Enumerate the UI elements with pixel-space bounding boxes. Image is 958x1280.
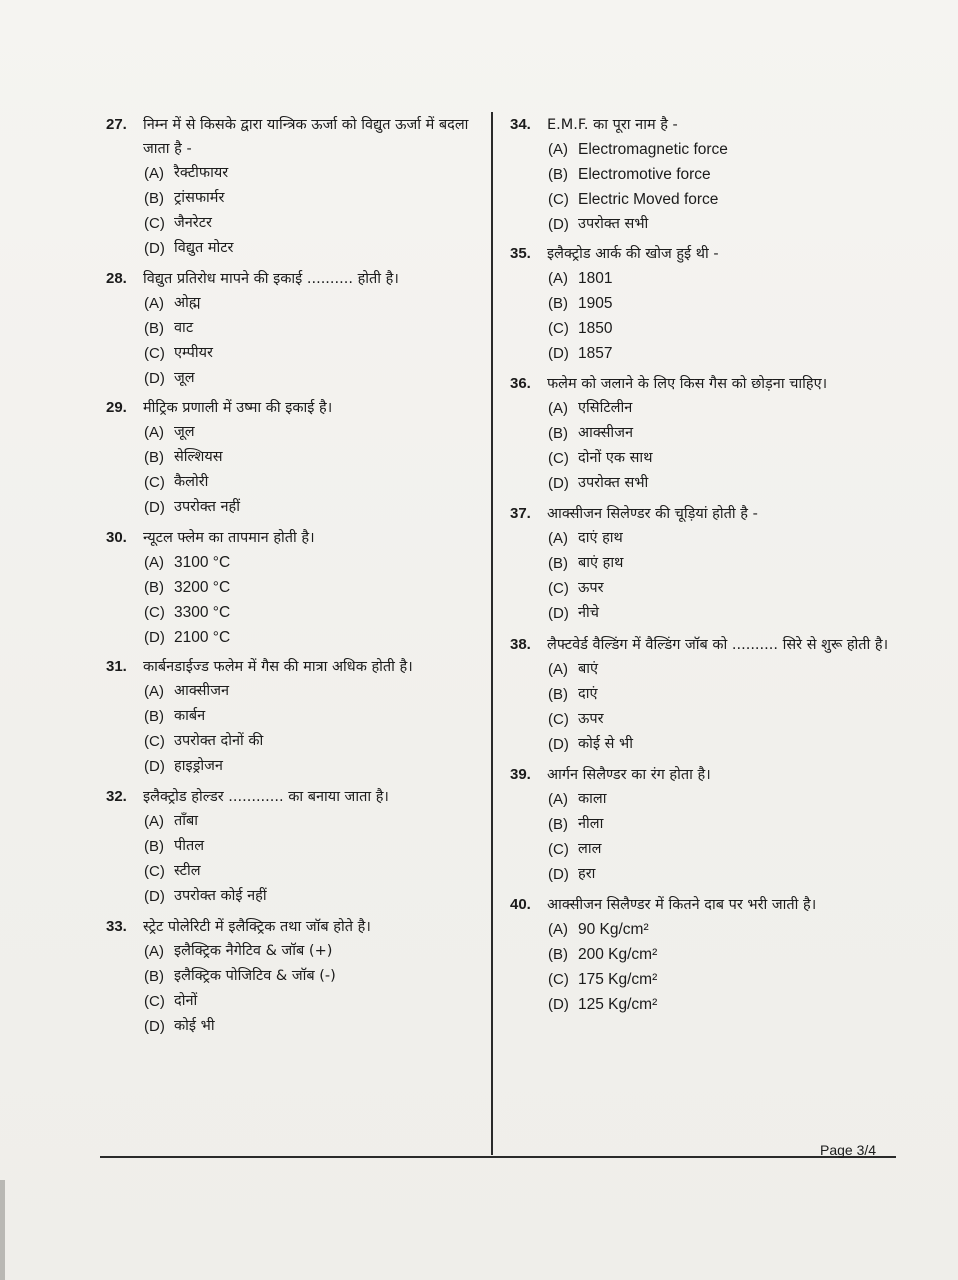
question-text: फलेम को जलाने के लिए किस गैस को छोड़ना चाहिए। [547,376,828,392]
question-39 [510,763,900,887]
question-text: न्यूटल फ्लेम का तापमान होती है। [143,530,315,546]
question-number: 39. [510,766,531,783]
option-text: Electric Moved force [578,191,719,208]
option-label: (C) [548,971,569,988]
question-number: 32. [106,788,127,805]
option-label: (B) [144,320,164,337]
option-c [144,470,486,495]
option-text: 3200 °C [174,579,231,596]
option-c [144,341,486,366]
question-number: 40. [510,896,531,913]
option-text: दाएं हाथ [578,530,623,546]
option-text: कोई भी [174,1018,215,1034]
option-b [548,942,900,967]
option-label: (C) [548,320,569,337]
option-label: (D) [144,888,165,905]
question-number: 38. [510,636,531,653]
question-40 [510,893,900,1017]
question-number: 28. [106,270,127,287]
question-28 [106,267,486,391]
option-text: विद्युत मोटर [174,240,234,256]
option-d [548,732,900,757]
option-b [548,812,900,837]
option-text: 1857 [578,345,613,362]
question-text: मीट्रिक प्रणाली में उष्मा की इकाई है। [143,400,333,416]
option-label: (B) [548,686,568,703]
options-list [510,787,900,887]
footer-rule [100,1156,896,1158]
question-row [510,372,900,396]
question-row [106,526,486,550]
option-label: (A) [548,791,568,808]
option-text: नीला [578,816,604,832]
option-text: रैक्टीफायर [174,165,229,181]
option-label: (B) [548,425,568,442]
option-c [548,576,900,601]
question-text: आक्सीजन सिलैण्डर में कितने दाब पर भरी जाती है। [547,897,817,913]
option-label: (A) [144,295,164,312]
option-b [144,186,486,211]
question-text: इलैक्ट्रोड होल्डर ............ का बनाया जाता है। [143,789,389,805]
option-text: Electromotive force [578,166,711,183]
question-30 [106,526,486,650]
question-text: लैफ्टवेर्ड वैल्डिंग में वैल्डिंग जॉब को .......... सिरे से शुरू होती है। [547,637,889,653]
option-b [144,834,486,859]
option-text: 1801 [578,270,613,287]
option-label: (C) [548,191,569,208]
question-text: इलैक्ट्रोड आर्क की खोज हुई थी - [547,246,719,262]
question-row [510,763,900,787]
option-d [548,471,900,496]
question-text: आर्गन सिलैण्डर का रंग होता है। [547,767,711,783]
question-row [510,893,900,917]
option-label: (D) [548,605,569,622]
option-a [144,679,486,704]
option-text: बाएं [578,661,599,677]
option-text: कैलोरी [174,474,209,490]
option-label: (C) [144,215,165,232]
question-38 [510,633,900,757]
question-number: 34. [510,116,531,133]
option-label: (B) [548,816,568,833]
question-row [106,267,486,291]
option-label: (A) [548,400,568,417]
option-c [548,837,900,862]
option-b [144,964,486,989]
option-text: नीचे [578,605,600,621]
question-text: विद्युत प्रतिरोध मापने की इकाई .......... होती है। [143,271,399,287]
option-text: 1850 [578,320,613,337]
option-b [548,551,900,576]
option-text: 200 Kg/cm² [578,946,658,963]
option-text: सेल्शियस [174,449,223,465]
option-label: (D) [144,240,165,257]
question-number: 30. [106,529,127,546]
option-label: (A) [144,424,164,441]
option-d [548,212,900,237]
option-text: आक्सीजन [174,683,229,699]
option-label: (C) [548,450,569,467]
option-d [144,884,486,909]
option-text: ओह्म [174,295,201,311]
option-text: Electromagnetic force [578,141,728,158]
right-column [510,113,900,1017]
question-row [510,113,900,137]
question-row [510,242,900,266]
option-label: (A) [548,530,568,547]
option-label: (A) [548,661,568,678]
option-text: 1905 [578,295,613,312]
option-d [144,754,486,779]
question-row [106,785,486,809]
option-label: (D) [144,499,165,516]
question-row [106,655,486,679]
option-label: (D) [144,629,165,646]
option-label: (A) [144,683,164,700]
option-label: (B) [548,166,568,183]
option-label: (A) [144,943,164,960]
option-label: (A) [548,921,568,938]
option-a [548,917,900,942]
option-c [548,446,900,471]
question-32 [106,785,486,909]
option-text: कोई से भी [578,736,633,752]
option-text: 2100 °C [174,629,231,646]
options-list [106,161,486,261]
option-a [144,939,486,964]
option-label: (D) [548,475,569,492]
column-divider [491,112,493,1155]
question-row [510,502,900,526]
question-row [106,113,486,161]
option-text: हरा [578,866,596,882]
option-text: 175 Kg/cm² [578,971,658,988]
option-d [548,862,900,887]
option-a [548,396,900,421]
option-text: 125 Kg/cm² [578,996,658,1013]
option-label: (B) [548,555,568,572]
option-text: ताँबा [174,813,199,829]
option-label: (D) [548,996,569,1013]
options-list [510,137,900,237]
option-label: (C) [144,863,165,880]
option-text: उपरोक्त सभी [578,216,649,232]
question-row [510,633,900,657]
option-d [144,625,486,650]
option-text: पीतल [174,838,205,854]
left-column [106,113,486,1039]
option-c [144,211,486,236]
question-31 [106,655,486,779]
option-label: (D) [144,758,165,775]
option-text: उपरोक्त दोनों की [174,733,264,749]
option-label: (D) [548,866,569,883]
option-text: दोनों एक साथ [578,450,653,466]
question-29 [106,396,486,520]
option-d [144,236,486,261]
options-list [510,266,900,366]
option-b [144,316,486,341]
option-label: (B) [144,968,164,985]
option-d [548,601,900,626]
option-d [144,495,486,520]
option-label: (B) [144,579,164,596]
option-d [144,1014,486,1039]
question-number: 36. [510,375,531,392]
options-list [106,550,486,650]
scan-edge [0,1180,5,1280]
option-label: (A) [548,270,568,287]
option-d [548,341,900,366]
option-c [144,859,486,884]
option-label: (B) [144,449,164,466]
question-number: 33. [106,918,127,935]
option-label: (C) [144,345,165,362]
option-label: (C) [548,711,569,728]
option-label: (A) [144,165,164,182]
option-label: (A) [144,554,164,571]
options-list [106,679,486,779]
question-36 [510,372,900,496]
option-text: उपरोक्त कोई नहीं [174,888,267,904]
option-a [144,291,486,316]
option-text: जूल [174,370,195,386]
question-number: 27. [106,116,127,133]
option-b [548,291,900,316]
options-list [106,420,486,520]
option-text: एसिटिलीन [578,400,633,416]
options-list [106,939,486,1039]
question-text: आक्सीजन सिलेण्डर की चूड़ियां होती है - [547,506,758,522]
question-gap [510,626,900,633]
option-text: स्टील [174,863,201,879]
options-list [510,396,900,496]
option-text: 3100 °C [174,554,231,571]
option-a [548,266,900,291]
question-row [106,396,486,420]
option-label: (B) [144,190,164,207]
option-text: एम्पीयर [174,345,213,361]
question-number: 37. [510,505,531,522]
question-number: 35. [510,245,531,262]
options-list [510,917,900,1017]
option-text: वाट [174,320,194,336]
option-text: काला [578,791,607,807]
question-text: निम्न में से किसके द्वारा यान्त्रिक ऊर्जा को विद्युत ऊर्जा में बदला जाता है - [143,117,469,157]
option-d [144,366,486,391]
question-35 [510,242,900,366]
options-list [510,526,900,626]
option-b [548,162,900,187]
option-text: ऊपर [578,580,604,596]
question-34 [510,113,900,237]
option-text: 90 Kg/cm² [578,921,649,938]
question-27 [106,113,486,261]
option-text: कार्बन [174,708,206,724]
question-number: 31. [106,658,127,675]
option-text: इलैक्ट्रिक नैगेटिव & जॉब (+) [174,943,333,959]
question-row [106,915,486,939]
option-label: (D) [548,736,569,753]
option-label: (C) [548,841,569,858]
option-c [144,600,486,625]
option-a [548,137,900,162]
option-text: ट्रांसफार्मर [174,190,225,206]
option-b [144,575,486,600]
option-c [144,729,486,754]
option-text: इलैक्ट्रिक पोजिटिव & जॉब (-) [174,968,336,984]
option-a [548,657,900,682]
option-label: (D) [144,370,165,387]
option-a [548,526,900,551]
option-label: (D) [548,216,569,233]
question-37 [510,502,900,626]
option-d [548,992,900,1017]
question-number: 29. [106,399,127,416]
options-list [106,809,486,909]
question-33 [106,915,486,1039]
option-a [144,550,486,575]
option-c [144,989,486,1014]
option-text: जैनरेटर [174,215,212,231]
option-label: (B) [548,946,568,963]
option-a [144,809,486,834]
option-text: दोनों [174,993,198,1009]
option-text: उपरोक्त सभी [578,475,649,491]
option-a [548,787,900,812]
option-label: (C) [548,580,569,597]
page-number: Page 3/4 [820,1142,877,1158]
option-label: (C) [144,733,165,750]
option-text: दाएं [578,686,598,702]
option-a [144,420,486,445]
option-b [144,704,486,729]
option-label: (B) [144,708,164,725]
option-text: ऊपर [578,711,604,727]
options-list [106,291,486,391]
option-b [548,421,900,446]
option-text: बाएं हाथ [578,555,624,571]
option-c [548,316,900,341]
option-text: लाल [578,841,602,857]
option-c [548,967,900,992]
option-c [548,707,900,732]
option-a [144,161,486,186]
option-b [548,682,900,707]
option-b [144,445,486,470]
option-label: (D) [548,345,569,362]
option-label: (B) [548,295,568,312]
option-c [548,187,900,212]
question-text: E.M.F. का पूरा नाम है - [547,117,678,133]
option-label: (C) [144,604,165,621]
option-text: 3300 °C [174,604,231,621]
option-label: (C) [144,993,165,1010]
option-text: जूल [174,424,195,440]
option-text: उपरोक्त नहीं [174,499,241,515]
option-label: (A) [144,813,164,830]
option-label: (D) [144,1018,165,1035]
question-text: कार्बनडाईज्ड फलेम में गैस की मात्रा अधिक होती है। [143,659,413,675]
option-label: (A) [548,141,568,158]
option-label: (B) [144,838,164,855]
option-text: हाइड्रोजन [174,758,223,774]
question-text: स्ट्रेट पोलेरिटी में इलैक्ट्रिक तथा जॉब होते है। [143,919,371,935]
option-text: आक्सीजन [578,425,633,441]
option-label: (C) [144,474,165,491]
options-list [510,657,900,757]
